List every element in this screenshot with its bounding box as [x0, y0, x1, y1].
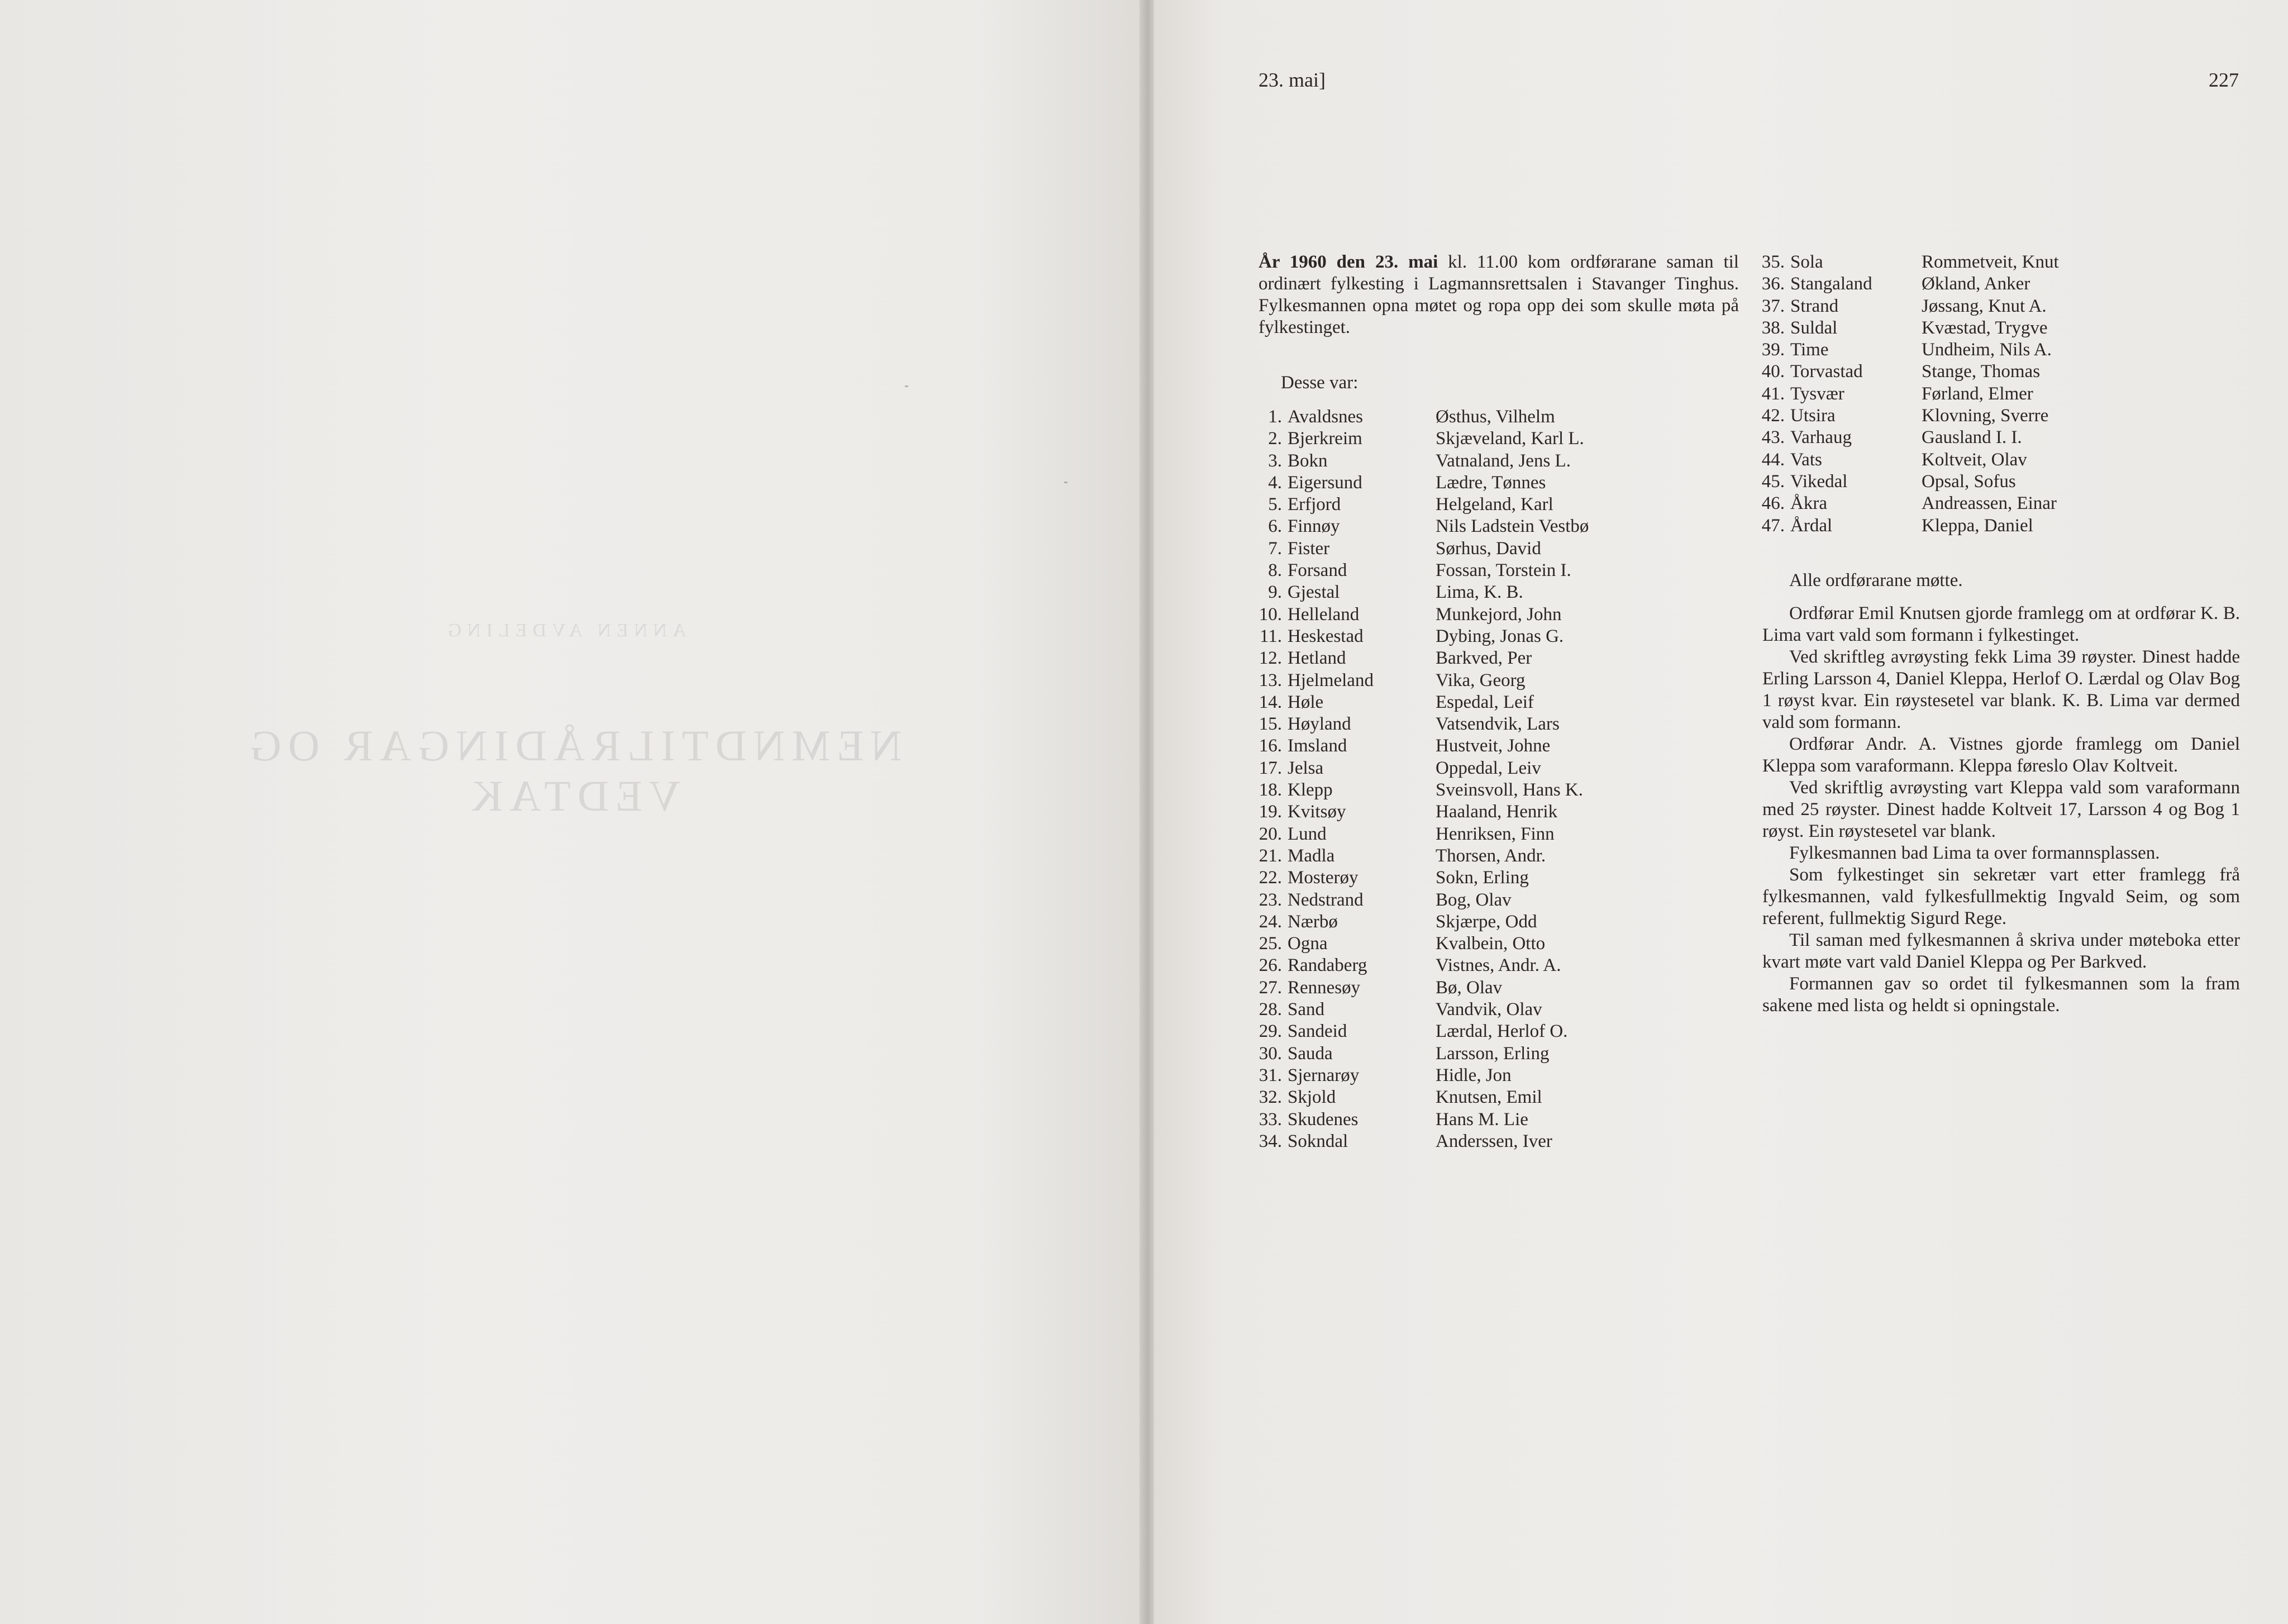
member-row	[1251, 911, 1589, 933]
member-row	[1251, 735, 1589, 757]
member-row	[1251, 647, 1589, 669]
municipality: Finnøy	[1288, 516, 1340, 537]
mayor-name: Jøssang, Knut A.	[1922, 296, 2047, 316]
mayor-name: Klovning, Sverre	[1922, 406, 2049, 426]
municipality: Bjerkreim	[1288, 428, 1362, 449]
bleed-through-title: NEMNDTILRÅDINGAR OG VEDTAK	[243, 721, 902, 820]
member-row	[1251, 472, 1589, 494]
member-row	[1251, 494, 1589, 516]
member-number: 44.	[1761, 449, 1785, 470]
member-row	[1251, 1131, 1589, 1152]
mayor-name: Barkved, Per	[1436, 648, 1532, 669]
member-number: 23.	[1259, 889, 1282, 910]
member-number: 24.	[1259, 911, 1282, 932]
municipality: Sola	[1790, 252, 1823, 272]
member-row	[1251, 1043, 1589, 1065]
municipality: Strand	[1790, 296, 1839, 316]
member-row	[1251, 955, 1589, 977]
paragraph: Som fylkestinget sin sekretær vart etter framlegg frå fylkesmannen, vald fylkesfullmektig Ingvald Seim, og som referent, fullmektig Sigurd Rege.	[1762, 865, 2240, 928]
member-row	[1251, 867, 1589, 889]
mayor-name: Vika, Georg	[1436, 670, 1526, 690]
member-number: 34.	[1259, 1131, 1282, 1151]
mayor-name: Sokn, Erling	[1436, 868, 1529, 888]
member-row	[1251, 999, 1589, 1021]
member-row	[1754, 449, 2059, 471]
member-number: 41.	[1761, 383, 1785, 404]
municipality: Klepp	[1288, 780, 1333, 801]
member-row	[1754, 339, 2059, 361]
member-row	[1251, 516, 1589, 537]
member-row	[1251, 538, 1589, 560]
member-number: 6.	[1268, 516, 1282, 537]
member-number: 30.	[1259, 1043, 1282, 1064]
member-row	[1251, 450, 1589, 472]
member-row	[1754, 361, 2059, 383]
member-number: 43.	[1761, 427, 1785, 448]
paragraph: Formannen gav so ordet til fylkesmannen som la fram sakene med lista og heldt si opningstale.	[1762, 974, 2240, 1016]
mayor-name: Skjæveland, Karl L.	[1436, 428, 1584, 449]
municipality: Ogna	[1288, 934, 1328, 954]
mayor-name: Økland, Anker	[1922, 274, 2030, 294]
municipality: Tysvær	[1790, 383, 1844, 404]
member-row	[1251, 713, 1589, 735]
paragraph: Ordførar Emil Knutsen gjorde framlegg om at ordførar K. B. Lima vart vald som formann i fylkestinget.	[1762, 603, 2240, 645]
member-row	[1251, 779, 1589, 801]
member-number: 19.	[1259, 802, 1282, 822]
municipality: Hjelmeland	[1288, 670, 1374, 690]
member-number: 33.	[1259, 1109, 1282, 1130]
mayor-name: Sveinsvoll, Hans K.	[1436, 780, 1583, 801]
municipality: Skudenes	[1288, 1109, 1358, 1130]
municipality: Høle	[1288, 692, 1324, 712]
member-number: 20.	[1259, 823, 1282, 844]
member-number: 11.	[1259, 626, 1282, 646]
mayor-name: Vatsendvik, Lars	[1436, 714, 1560, 735]
member-number: 15.	[1259, 714, 1282, 735]
member-number: 4.	[1268, 472, 1282, 493]
mayor-name: Vandvik, Olav	[1436, 999, 1542, 1020]
mayor-name: Knutsen, Emil	[1436, 1087, 1542, 1108]
member-row	[1251, 406, 1589, 428]
municipality: Sandeid	[1288, 1021, 1347, 1042]
mayor-name: Nils Ladstein Vestbø	[1436, 516, 1589, 537]
municipality: Nærbø	[1288, 911, 1338, 932]
member-row	[1251, 758, 1589, 779]
municipality: Torvastad	[1790, 361, 1863, 382]
member-number: 46.	[1761, 493, 1785, 514]
paragraph: Ordførar Andr. A. Vistnes gjorde framlegg om Daniel Kleppa som varaformann. Kleppa føreslo Olav Koltveit.	[1762, 734, 2240, 776]
paper-speck	[905, 385, 908, 387]
mayor-name: Vatnaland, Jens L.	[1436, 450, 1571, 471]
mayor-name: Undheim, Nils A.	[1922, 340, 2052, 360]
member-row	[1251, 801, 1589, 823]
member-list-right	[1754, 251, 2059, 537]
paragraph: Alle ordførarane møtte.	[1789, 570, 1963, 590]
member-number: 29.	[1259, 1021, 1282, 1042]
member-number: 38.	[1761, 317, 1785, 338]
member-number: 25.	[1259, 934, 1282, 954]
member-row	[1251, 977, 1589, 999]
municipality: Utsira	[1790, 406, 1836, 426]
mayor-name: Kleppa, Daniel	[1922, 515, 2033, 536]
member-row	[1251, 428, 1589, 450]
member-row	[1251, 1021, 1589, 1042]
mayor-name: Thorsen, Andr.	[1436, 845, 1546, 866]
mayor-name: Rommetveit, Knut	[1922, 252, 2059, 272]
municipality: Hetland	[1288, 648, 1346, 669]
municipality: Avaldsnes	[1288, 407, 1364, 427]
mayor-name: Andreassen, Einar	[1922, 493, 2057, 514]
mayor-name: Stange, Thomas	[1922, 361, 2041, 382]
municipality: Sokndal	[1288, 1131, 1348, 1151]
municipality: Rennesøy	[1288, 977, 1361, 998]
mayor-name: Hustveit, Johne	[1436, 736, 1551, 756]
member-list-left	[1251, 406, 1589, 1152]
paragraph: Ved skriftleg avrøysting fekk Lima 39 røyster. Dinest hadde Erling Larsson 4, Daniel Kleppa, Herlof O. Lærdal og Olav Bog 1 røyst kvar. Ein røystesetel var blank. K. B. Lima var dermed vald som formann.	[1762, 647, 2240, 732]
member-row	[1251, 692, 1589, 713]
member-number: 40.	[1761, 361, 1785, 382]
mayor-name: Larsson, Erling	[1436, 1043, 1550, 1064]
page-date-header: 23. mai]	[1259, 69, 1326, 91]
intro-paragraph	[1259, 251, 1739, 339]
paper-speck	[1064, 482, 1067, 483]
municipality: Nedstrand	[1288, 889, 1364, 910]
mayor-name: Fossan, Torstein I.	[1436, 560, 1571, 581]
mayor-name: Bog, Olav	[1436, 889, 1512, 910]
member-number: 7.	[1268, 538, 1282, 559]
member-number: 12.	[1259, 648, 1282, 669]
member-row	[1754, 471, 2059, 493]
member-row	[1754, 317, 2059, 339]
mayor-name: Østhus, Vilhelm	[1436, 407, 1555, 427]
member-number: 3.	[1268, 450, 1282, 471]
member-row	[1251, 1065, 1589, 1087]
municipality: Bokn	[1288, 450, 1328, 471]
mayor-name: Vistnes, Andr. A.	[1436, 955, 1561, 976]
mayor-name: Kvalbein, Otto	[1436, 934, 1546, 954]
member-number: 35.	[1761, 252, 1785, 272]
mayor-name: Førland, Elmer	[1922, 383, 2033, 404]
municipality: Fister	[1288, 538, 1330, 559]
municipality: Gjestal	[1288, 582, 1340, 603]
mayor-name: Skjærpe, Odd	[1436, 911, 1537, 932]
municipality: Kvitsøy	[1288, 802, 1346, 822]
municipality: Sauda	[1288, 1043, 1333, 1064]
member-row	[1754, 383, 2059, 405]
mayor-name: Helgeland, Karl	[1436, 494, 1553, 515]
municipality: Helleland	[1288, 604, 1360, 625]
member-number: 9.	[1268, 582, 1282, 603]
member-number: 27.	[1259, 977, 1282, 998]
mayor-name: Lædre, Tønnes	[1436, 472, 1546, 493]
member-number: 45.	[1761, 471, 1785, 492]
member-number: 17.	[1259, 758, 1282, 778]
municipality: Mosterøy	[1288, 868, 1358, 888]
municipality: Årdal	[1790, 515, 1833, 536]
mayor-name: Bø, Olav	[1436, 977, 1503, 998]
mayor-name: Espedal, Leif	[1436, 692, 1534, 712]
member-row	[1754, 405, 2059, 427]
member-row	[1251, 626, 1589, 647]
mayor-name: Gausland I. I.	[1922, 427, 2022, 448]
member-number: 26.	[1259, 955, 1282, 976]
member-number: 39.	[1761, 340, 1785, 360]
municipality: Sand	[1288, 999, 1324, 1020]
paragraph: Til saman med fylkesmannen å skriva under møteboka etter kvart møte vart vald Daniel Kleppa og Per Barkved.	[1762, 930, 2240, 972]
mayor-name: Koltveit, Olav	[1922, 449, 2027, 470]
municipality: Madla	[1288, 845, 1335, 866]
intro-lead: År 1960 den 23. mai	[1259, 252, 1438, 272]
member-number: 5.	[1268, 494, 1282, 515]
member-number: 22.	[1259, 868, 1282, 888]
member-number: 36.	[1761, 274, 1785, 294]
municipality: Forsand	[1288, 560, 1347, 581]
mayor-name: Munkejord, John	[1436, 604, 1562, 625]
municipality: Lund	[1288, 823, 1327, 844]
paragraph: Ved skriftlig avrøysting vart Kleppa vald som varaformann med 25 røyster. Dinest hadde Koltveit 17, Larsson 4 og Bog 1 røyst. Ein røystesetel var blank.	[1762, 778, 2240, 841]
mayor-name: Hidle, Jon	[1436, 1065, 1512, 1085]
member-row	[1251, 823, 1589, 845]
member-row	[1251, 1087, 1589, 1108]
mayor-name: Haaland, Henrik	[1436, 802, 1558, 822]
mayor-name: Lima, K. B.	[1436, 582, 1523, 603]
municipality: Time	[1790, 340, 1829, 360]
member-number: 16.	[1259, 736, 1282, 756]
member-row	[1754, 296, 2059, 317]
member-number: 18.	[1259, 780, 1282, 801]
municipality: Varhaug	[1790, 427, 1852, 448]
municipality: Vikedal	[1790, 471, 1848, 492]
member-row	[1251, 560, 1589, 582]
municipality: Skjold	[1288, 1087, 1336, 1108]
bleed-through-heading: ANNEN AVDELING	[442, 620, 687, 641]
municipality: Jelsa	[1288, 758, 1324, 778]
member-row	[1754, 273, 2059, 295]
member-number: 1.	[1268, 407, 1282, 427]
municipality: Imsland	[1288, 736, 1347, 756]
member-row	[1251, 933, 1589, 955]
member-number: 42.	[1761, 406, 1785, 426]
member-number: 32.	[1259, 1087, 1282, 1108]
municipality: Stangaland	[1790, 274, 1872, 294]
member-row	[1754, 427, 2059, 449]
member-number: 10.	[1259, 604, 1282, 625]
municipality: Sjernarøy	[1288, 1065, 1360, 1085]
municipality: Erfjord	[1288, 494, 1341, 515]
member-row	[1251, 845, 1589, 867]
municipality: Randaberg	[1288, 955, 1367, 976]
municipality: Eigersund	[1288, 472, 1362, 493]
member-row	[1251, 670, 1589, 692]
proceedings-text	[1762, 570, 2240, 1017]
mayor-name: Dybing, Jonas G.	[1436, 626, 1564, 646]
member-number: 2.	[1268, 428, 1282, 449]
mayor-name: Anderssen, Iver	[1436, 1131, 1552, 1151]
member-row	[1754, 515, 2059, 537]
member-row	[1754, 251, 2059, 273]
municipality: Heskestad	[1288, 626, 1364, 646]
member-number: 13.	[1259, 670, 1282, 690]
mayor-name: Hans M. Lie	[1436, 1109, 1528, 1130]
mayor-name: Henriksen, Finn	[1436, 823, 1555, 844]
page-number: 227	[2209, 69, 2239, 91]
municipality: Suldal	[1790, 317, 1838, 338]
member-row	[1251, 889, 1589, 911]
municipality: Vats	[1790, 449, 1822, 470]
member-row	[1754, 493, 2059, 515]
member-number: 31.	[1259, 1065, 1282, 1085]
intro-text: kl. 11.00 kom ordførarane saman til ordinært fylkesting i Lagmannsrettsalen i Stavanger Tinghus. Fylkesmannen opna møtet og ropa opp dei som skulle møta på fylkestinget.	[1259, 252, 1739, 337]
mayor-name: Kvæstad, Trygve	[1922, 317, 2048, 338]
mayor-name: Sørhus, David	[1436, 538, 1541, 559]
municipality: Høyland	[1288, 714, 1351, 735]
member-number: 28.	[1259, 999, 1282, 1020]
mayor-name: Opsal, Sofus	[1922, 471, 2016, 492]
paragraph: Fylkesmannen bad Lima ta over formannsplassen.	[1789, 843, 2160, 863]
member-row	[1251, 604, 1589, 626]
mayor-name: Lærdal, Herlof O.	[1436, 1021, 1568, 1042]
member-row	[1251, 582, 1589, 603]
mayor-name: Oppedal, Leiv	[1436, 758, 1541, 778]
member-number: 21.	[1259, 845, 1282, 866]
municipality: Åkra	[1790, 493, 1827, 514]
attendees-heading: Desse var:	[1281, 373, 1358, 393]
member-number: 14.	[1259, 692, 1282, 712]
member-number: 8.	[1268, 560, 1282, 581]
member-number: 37.	[1761, 296, 1785, 316]
member-number: 47.	[1761, 515, 1785, 536]
member-row	[1251, 1109, 1589, 1131]
